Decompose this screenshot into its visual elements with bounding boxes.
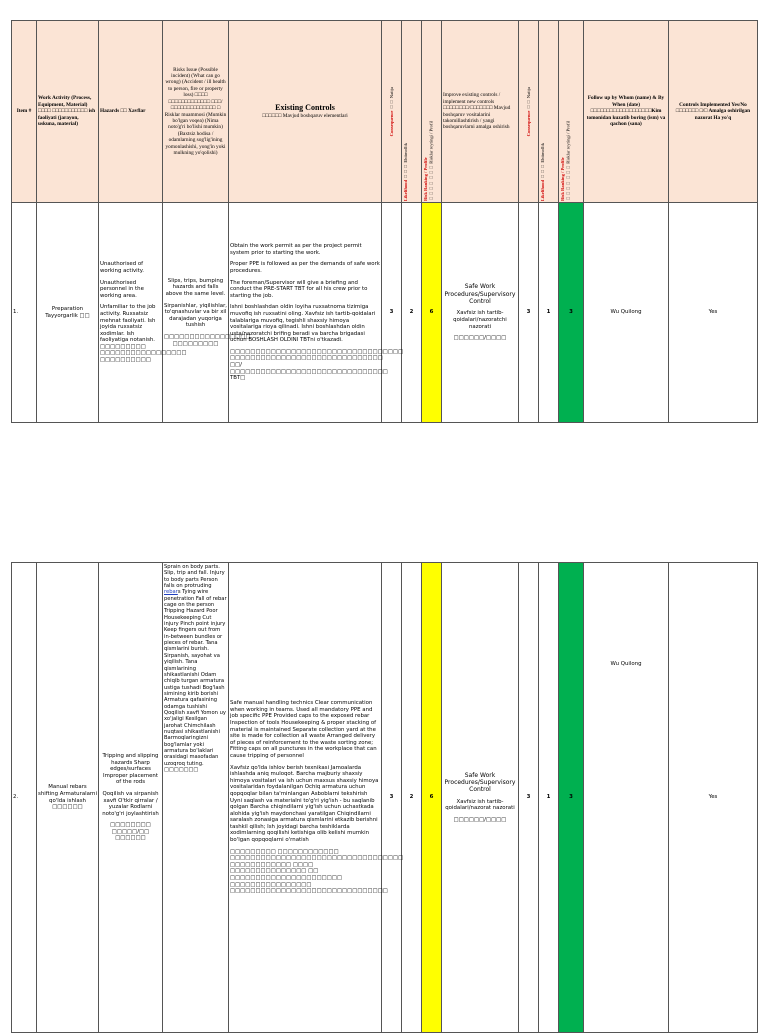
risk-assessment-table-top [11, 20, 758, 423]
table-row [12, 203, 758, 423]
improve-text: □□□□□□/□□□□ [453, 816, 507, 823]
header-work-activity: Work Activity (Process, Equipment, Material) □□□□ □□□□□□□□□□□ ish faoliyati (jarayon, uskuna, material) [37, 21, 99, 203]
risk-text: Slips, trips, bumping hazards and falls above the same level. [165, 277, 226, 298]
risk-text: Sirpanishlar, yiqilishlar, to'qnashuvlar va bir xil darajadan yuqoriga tushish [164, 302, 228, 329]
control-text: The foreman/Supervisor will give a briefing and conduct the PRE-START TBT for all his crew prior to starting the job. [230, 279, 368, 299]
improve-text: □□□□□□/□□□□ [453, 335, 507, 342]
control-text: Obtain the work permit as per the project permit system prior to starting the work. [230, 243, 362, 256]
risk-assessment-table-bottom [11, 562, 758, 1033]
header-hazards: Hazards □□ Xavflar [99, 21, 163, 203]
risk-ranking-value: 6 [422, 563, 442, 1033]
row-item-number: 1. [12, 203, 37, 423]
hazard-text: Qoqilish va sirpanish xavfi O'tkir qirralar / yuzalar Rodlarni noto'g'ri joylashtirish [102, 790, 159, 817]
follow-up-name: Wu Quilong [584, 203, 669, 423]
header-risk-ranking-2: Risk Ranking / Profile □□□□ □□□ Risklar reytingi / Profil [559, 21, 584, 203]
risk-ranking-value-2: 3 [559, 203, 584, 423]
controls-implemented-value: Yes [669, 203, 758, 423]
controls-implemented-value: Yes [669, 563, 758, 1033]
control-text: □□□□□□□□□□□□□□□□□□□□□□□□□□□□□□□□□□ □□□□□□□□□□□□□□□□□□□□□□□□□□□□□□ □□/□□□□□□□□□□□□□□□□□□□□□□□□□□□□□□□ TBT□ [230, 348, 404, 382]
hazard-text: Unauthorised of working activity. [100, 261, 144, 274]
row-work-activity: Manual rebars shifting Armaturalarni qo'lda ishlash □□□□□□ [37, 563, 99, 1033]
risk-ranking-value-2: 3 [559, 563, 584, 1033]
likelihood-value: 2 [402, 203, 422, 423]
likelihood-value: 2 [402, 563, 422, 1033]
header-likelihood: Likelihood □□□ Ehtimollik [402, 21, 422, 203]
existing-controls-subtitle: □□□□□□ Mavjud boshqaruv elementlari [262, 113, 348, 120]
improve-text: Safe Work Procedures/Supervisory Control [444, 283, 516, 306]
header-row [12, 21, 758, 203]
consequence-value: 3 [382, 203, 402, 423]
control-text: □□□□□□□□□ □□□□□□□□□□□□ □□□□□□□□□□□□□□□□□□□□□□□□□□□□□□□□□□ □□□□□□□□□□□□ □□□□ □□□□□□□□□□□□□□□ □□ □□□□□□□□□□□□□□□□□□□□□□ □□□□□□□□□□□□□□□□ □□□□□□□□□□□□□□□□□□□□□□□□□□□□□□□ [230, 848, 404, 895]
row-improve-controls [442, 203, 519, 423]
likelihood-value-2: 1 [539, 563, 559, 1033]
row-hazards [99, 203, 187, 423]
control-text: Xavfsiz qo'lda ishlov berish texnikasi Jamoalarda ishlashda aniq muloqot. Barcha majburiy shaxsiy himoya vositalari va ish uchun maxsus shaxsiy himoya vositalaridan foydalanilgan Ochiq armatura uchun qopqoqlar bilan ta'minlangan Asboblarni tekshirish Uyni saqlash va materialni to'g'ri yig'ish - bu saqlanib qolgan Barcha chiqindilarni yig'ish uchun uchastkada alohida yig'ish maydonchasi yaratilgan Chiqindilarni saralash zonasiga armatura qismlarini etkazib berishni tashkil qilish; Ish joyidagi barcha teshiklarda xodimlarning qoqilishi ketishiga olib kelishi mumkin bo'lgan qopqoqlarni o'rnatish [230, 764, 379, 844]
consequence-value-2: 3 [519, 203, 539, 423]
header-follow-up: Follow up by Whom (name) & By When (date) □□□□□□□□□□□□□□□□□□□Kim tomonidan kuzatib boring (ism) va qachon (sana) [584, 21, 669, 203]
row-improve-controls [442, 563, 519, 1033]
hazard-text: Tripping and slipping hazards Sharp edges/surfaces Improper placement of the rods [102, 752, 159, 786]
risk-ranking-value: 6 [422, 203, 442, 423]
consequence-value: 3 [382, 563, 402, 1033]
risk-text: □□□□□□□□□□□□□□□□□ □□□□□□□□□ [164, 333, 251, 347]
row-existing-controls [229, 563, 404, 1033]
row-existing-controls [229, 203, 404, 423]
improve-text: Xavfsiz ish tartib-qoidalari/nazoratchi nazorati [453, 310, 507, 330]
header-consequence: Consequence □□ Natija [382, 21, 402, 203]
row-item-number: 2. [12, 563, 37, 1033]
improve-text: Xavfsiz ish tartib-qoidalari/nazorat nazorati [445, 798, 515, 812]
likelihood-value-2: 1 [539, 203, 559, 423]
existing-controls-title: Existing Controls [275, 103, 335, 113]
improve-text: Safe Work Procedures/Supervisory Control [444, 771, 516, 794]
header-item-no: Item # [12, 21, 37, 203]
hazard-text: Unfamiliar to the job activity. Ruxsatsiz mehnat faoliyati. Ish joyida ruxsatsiz xodimlar. Ish faoliyatiga notanish. □□□□□□□□□ □□□□□□□□□□□□□□□□□ □□□□□□□□□□ [100, 304, 187, 364]
hazard-text: Unauthorised personnel in the working area. [100, 279, 144, 299]
row-hazards [99, 563, 163, 1033]
header-controls-implemented: Controls Implemented Yes/No □□□□□□□ □/□ Amalga oshirilgan nazorat Ha yo'q [669, 21, 758, 203]
row-risks: Sprain on body parts. Slip, trip and fall. Injury to body parts Person falls on protruding rebars Tying wire penetration Fall of rebar cage on the person Tripping Hazard Poor Housekeeping Cut injury Pinch point injury Keep fingers out from in-between bundles or pieces of rebar. Tana qismlarini burish. Sirpanish, sayohat va yiqilish. Tana qismlarining shikastlanishi Odam chiqib turgan armatura ustiga tushadi Bog'lash simining kirib borishi Armatura qafasining odamga tushishi Qoqilish xavfi Yomon uy xo'jaligi Kesilgan jarohat Chimchilash nuqtasi shikastlanishi Barmoqlaringizni bog'lamlar yoki armatura bo'laklari orasidagi masofadan uzoqroq tuting. □□□□□□□ [163, 563, 229, 1033]
header-risk-ranking: Risk Ranking / Profile □□□□ □□□ Risklar reytingi / Profil [422, 21, 442, 203]
rebar-link[interactable]: rebar [164, 589, 178, 596]
header-risks: Risks Issue (Possible incident) (What can go wrong) (Accident / ill health to person, fire or property loss) □□□□ □□□□□□□□□□□□□ □□□/□□□□□□□□□□□□□□ □ Risklar muammosi (Mumkin bo'lgan voqea) (Nima noto'g'ri bo'lishi mumkin) (Baxtsiz hodisa / odamlarning sog'lig'ining yomonlashishi, yong'in yoki mulkning yo'qolishi) [163, 21, 229, 203]
header-likelihood-2: Likelihood □□□ Ehtimollik [539, 21, 559, 203]
header-consequence-2: Consequence □□ Natija [519, 21, 539, 203]
header-existing-controls [229, 21, 382, 203]
control-text: Proper PPE is followed as per the demands of safe work procedures. [230, 261, 380, 274]
row-risks [163, 203, 251, 423]
header-improve-controls: Improve existing controls / implement new controls □□□□□□□□/□□□□□□□ Mavjud boshqaruv vositalarini takomillashtirish / yangi boshqaruvlarni amalga oshirish [442, 21, 519, 203]
follow-up-name: Wu Quilong [584, 563, 669, 1033]
row-work-activity: Preparation Tayyorgarlik □□ [37, 203, 99, 423]
hazard-text: □□□□□□□□ □□□□□/□□ □□□□□□ [110, 822, 151, 842]
consequence-value-2: 3 [519, 563, 539, 1033]
control-text: Ishni boshlashdan oldin loyiha ruxsatnoma tizimiga muvofiq ish ruxsatini oling. Xavfsiz ish tartib-qoidalari talablariga muvofiq, tegishli shaxsiy himoya vositalariga rioya qilinadi. Ishni boshlashdan oldin usta/nazoratchi brifing beradi va barcha brigadasi uchun BOSHLASH OLDINI TBTni o'tkazadi. [230, 304, 376, 344]
table-row [12, 563, 758, 1033]
control-text: Safe manual handling technics Clear communication when working in teams. Used all mandatory PPE and job specific PPE Provided caps to the exposed rebar Inspection of tools Housekeeping & proper stacking of material is maintained Separate collection yard at the site is made for collection all waste Arranged delivery of pieces of reinforcement to the waste sorting zone; Fitting caps on all punctures in the workplace that can cause tripping of personnel [230, 700, 377, 759]
